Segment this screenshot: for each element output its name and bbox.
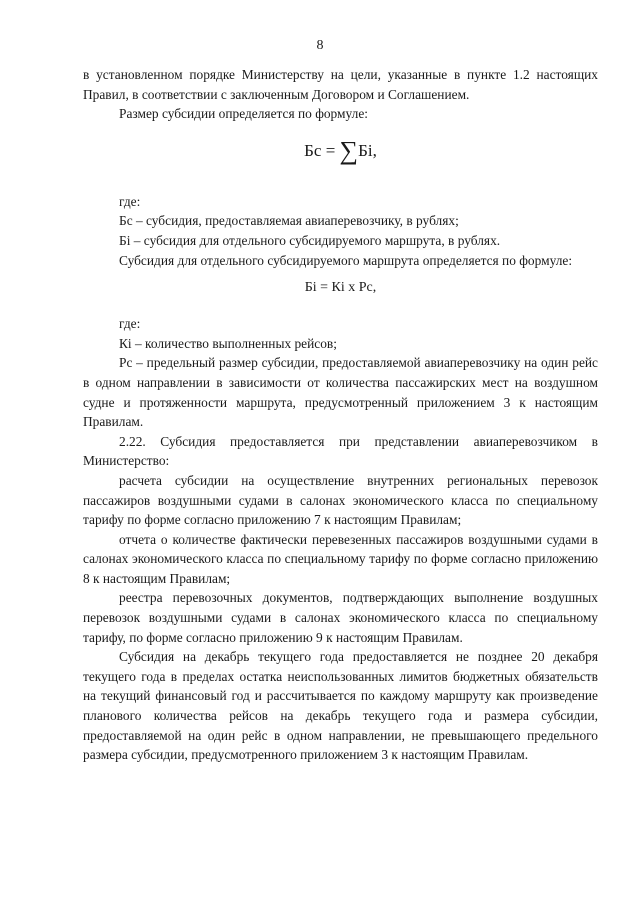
definition-bs: Бс – субсидия, предоставляемая авиаперевозчику, в рублях; (119, 213, 459, 229)
paragraph-december-subsidy: Субсидия на декабрь текущего года предоставляется не позднее 20 декабря текущего года в пределах остатка неиспользованных лимитов бюджетных обязательств на текущий финансовый год и рассчитывается по каждому маршруту как произведение планового количества рейсов на декабрь текущего года и размера субсидии, предоставляемой на один рейс в одном направлении, не превышающего предельного размера субсидии, предусмотренного приложением 3 к настоящим Правилам. (83, 649, 598, 763)
formula-total-subsidy (83, 136, 598, 166)
list-item-report: отчета о количестве фактически перевезенных пассажиров воздушными судами в салонах экономического класса по специальному тарифу по форме согласно приложению 8 к настоящим Правилам; (83, 531, 598, 586)
paragraph-formula-intro: Размер субсидии определяется по формуле: (119, 106, 368, 122)
formula-route-subsidy: Бi = Кi х Рс, (304, 280, 377, 296)
formula-right: Бi, (358, 140, 377, 160)
where-label-2: где: (119, 316, 141, 332)
definition-bi: Бi – субсидия для отдельного субсидируемого маршрута, в рублях. (119, 232, 501, 248)
paragraph-continuation: в установленном порядке Министерству на цели, указанные в пункте 1.2 настоящих Правил, в соответствии с заключенным Договором и Соглашением. (83, 67, 598, 102)
paragraph-2-22: 2.22. Субсидия предоставляется при представлении авиаперевозчиком в Министерство: (83, 433, 598, 469)
where-label: где: (119, 193, 141, 209)
sum-symbol: ∑ (339, 135, 359, 165)
list-item-registry: реестра перевозочных документов, подтверждающих выполнение воздушных перевозок воздушными судами в салонах экономического класса по специальному тарифу, по форме согласно приложению 9 к настоящим Правилам. (83, 590, 598, 645)
page-number: 8 (316, 38, 324, 53)
definition-rs: Рс – предельный размер субсидии, предоставляемой авиаперевозчику на один рейс в одном направлении в зависимости от количества пассажирских мест на воздушном судне и протяженности маршрута, предусмотренный приложением 3 к настоящим Правилам. (83, 355, 598, 430)
definition-ki: Кi – количество выполненных рейсов; (119, 335, 337, 351)
document-body (83, 65, 598, 765)
list-item-calculation: расчета субсидии на осуществление внутренних региональных перевозок пассажиров воздушными судами в салонах экономического класса по специальному тарифу по форме согласно приложению 7 к настоящим Правилам; (83, 472, 598, 528)
paragraph-route-subsidy: Субсидия для отдельного субсидируемого маршрута определяется по формуле: (119, 252, 573, 268)
formula-left: Бс = (304, 140, 336, 160)
